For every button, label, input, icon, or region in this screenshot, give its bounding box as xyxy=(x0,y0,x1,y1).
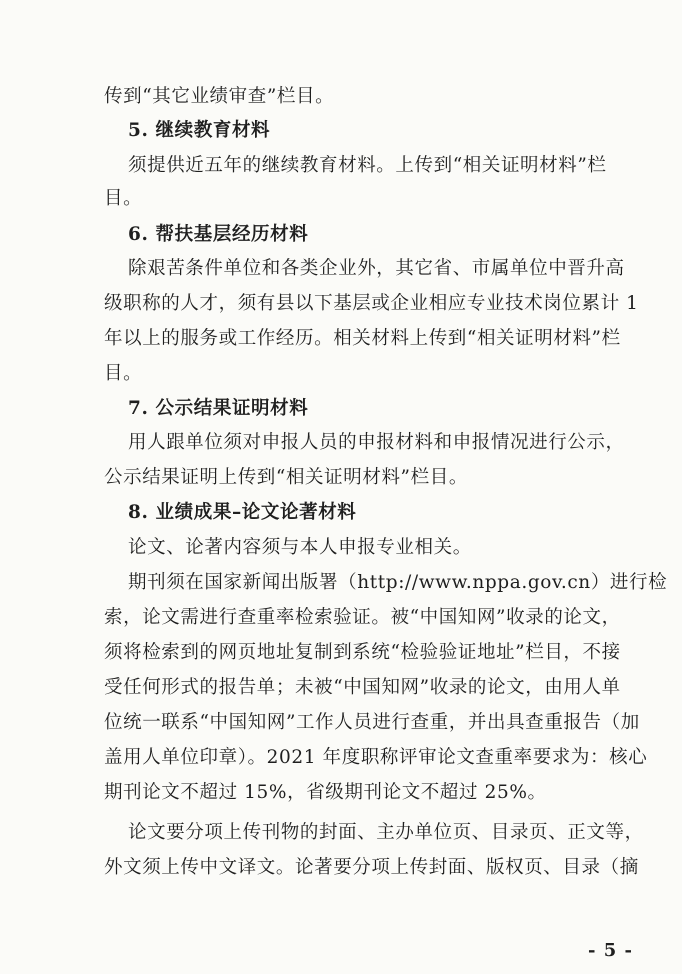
section-heading-6: 6. 帮扶基层经历材料 xyxy=(128,224,309,245)
section-heading-8: 8. 业绩成果–论文论著材料 xyxy=(128,502,357,523)
text-line: 传到“其它业绩审查”栏目。 xyxy=(104,86,335,107)
text-line: 用人跟单位须对申报人员的申报材料和申报情况进行公示， xyxy=(128,432,625,453)
section-heading-5: 5. 继续教育材料 xyxy=(128,120,271,141)
text-line: 目。 xyxy=(104,363,143,384)
text-line: 须将检索到的网页地址复制到系统“检验验证地址”栏目，不接 xyxy=(104,642,621,663)
text-line: 位统一联系“中国知网”工作人员进行查重，并出具查重报告（加 xyxy=(104,712,640,733)
text-line: 索，论文需进行查重率检索验证。被“中国知网”收录的论文， xyxy=(104,607,621,628)
text-line: 论文要分项上传刊物的封面、主办单位页、目录页、正文等， xyxy=(128,822,644,843)
text-line: 须提供近五年的继续教育材料。上传到“相关证明材料”栏 xyxy=(128,155,607,176)
section-heading-7: 7. 公示结果证明材料 xyxy=(128,398,309,419)
text-line: 公示结果证明上传到“相关证明材料”栏目。 xyxy=(104,467,468,488)
text-line: 除艰苦条件单位和各类企业外，其它省、市属单位中晋升高 xyxy=(128,258,625,279)
text-line: 级职称的人才，须有县以下基层或企业相应专业技术岗位累计 1 xyxy=(104,293,639,314)
text-line: 目。 xyxy=(104,188,143,209)
text-line: 年以上的服务或工作经历。相关材料上传到“相关证明材料”栏 xyxy=(104,328,621,349)
text-line: 受任何形式的报告单；未被“中国知网”收录的论文，由用人单 xyxy=(104,677,621,698)
text-line: 盖用人单位印章）。2021 年度职称评审论文查重率要求为：核心 xyxy=(104,747,648,768)
text-line: 期刊论文不超过 15%，省级期刊论文不超过 25%。 xyxy=(104,782,547,803)
page-number: - 5 - xyxy=(588,940,633,961)
text-line: 外文须上传中文译文。论著要分项上传封面、版权页、目录（摘 xyxy=(104,857,639,878)
text-line: 期刊须在国家新闻出版署（http://www.nppa.gov.cn）进行检 xyxy=(128,572,668,593)
text-line: 论文、论著内容须与本人申报专业相关。 xyxy=(128,537,472,558)
